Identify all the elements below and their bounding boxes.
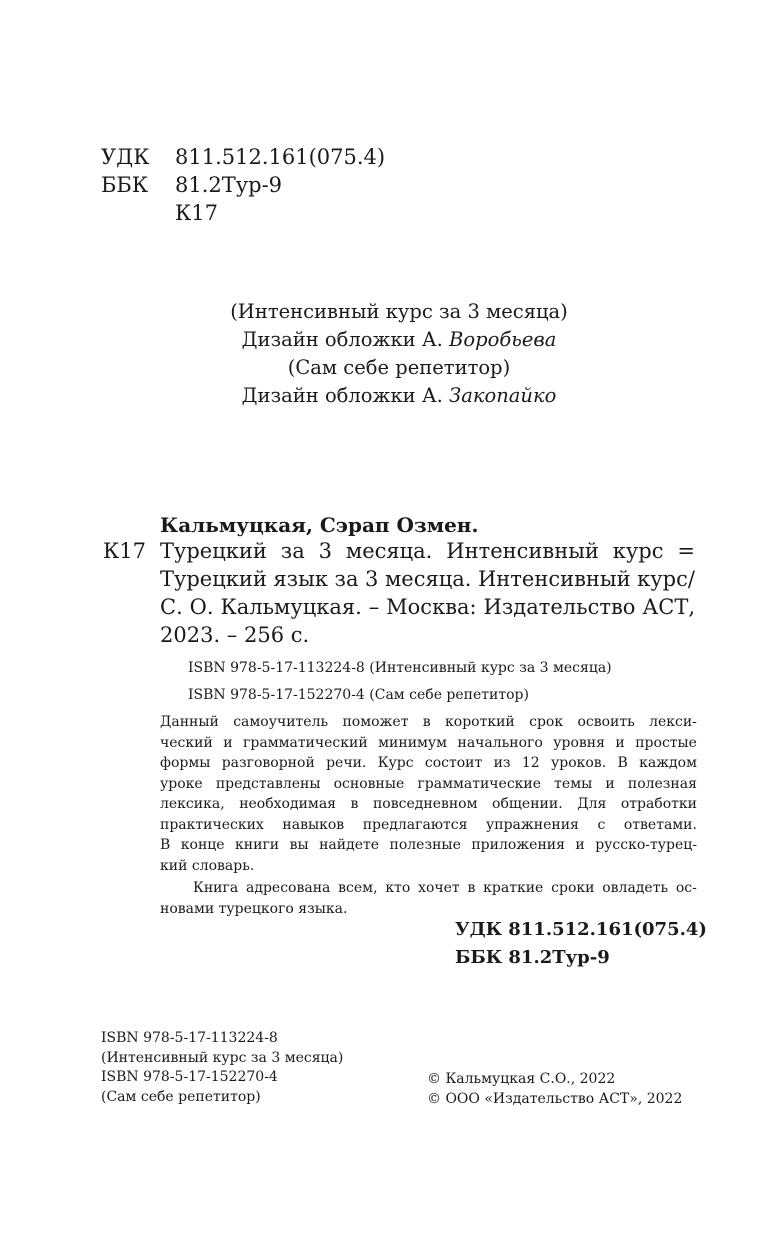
word: из	[493, 755, 511, 771]
word: ос-	[675, 880, 697, 896]
footer-isbn-1-note: (Интенсивный курс за 3 месяца)	[101, 1049, 344, 1066]
word: Кальмуцкая.	[220, 595, 362, 619]
word: грамматические	[417, 775, 542, 792]
footer-isbn-2-note: (Сам себе репетитор)	[101, 1088, 261, 1105]
word: В	[160, 837, 171, 853]
word: книги	[235, 837, 280, 853]
word: полезные	[389, 837, 461, 853]
word: О.	[189, 595, 214, 619]
footer-isbn-2: ISBN 978-5-17-152270-4	[101, 1069, 278, 1085]
word: лексика,	[160, 796, 225, 812]
word: упражнения	[486, 816, 579, 833]
word: самоучитель	[233, 714, 329, 730]
classification-block	[101, 143, 385, 227]
word: с	[597, 816, 606, 833]
word: лекси-	[649, 714, 697, 730]
annotation-paragraph-2	[160, 878, 697, 919]
word: за	[280, 539, 305, 563]
word: общении.	[492, 796, 563, 812]
designer-2-name: Закопайко	[449, 384, 557, 407]
author-mark-row	[101, 199, 385, 227]
word: Данный	[160, 714, 219, 730]
udk-code: УДК 811.512.161(075.4)	[455, 919, 707, 940]
word: в	[350, 796, 359, 812]
bbk-code: ББК 81.2Тур-9	[455, 947, 610, 968]
word: навыков	[282, 816, 345, 833]
designer-2	[0, 382, 768, 410]
word: Турецкий	[160, 567, 267, 591]
edition-2: (Сам себе репетитор)	[287, 356, 511, 379]
copyright-2: © ООО «Издательство АСТ», 2022	[427, 1090, 683, 1107]
designer-1-name: Воробьева	[449, 328, 557, 351]
word: Издательство	[483, 595, 636, 619]
record-isbn-2: ISBN 978-5-17-152270-4 (Сам себе репетитор)	[188, 687, 529, 703]
word: конце	[180, 837, 225, 853]
word: язык	[273, 567, 328, 591]
word: приложения	[471, 837, 565, 853]
word: найдете	[319, 837, 380, 853]
word: простые	[635, 734, 697, 751]
word: 12	[521, 755, 540, 771]
word: кий словарь.	[160, 857, 255, 874]
word: в	[422, 714, 431, 730]
word: Турецкий	[160, 539, 267, 563]
word: Москва:	[386, 595, 477, 619]
word: необходимая	[239, 796, 337, 812]
copyright-1: © Кальмуцкая С.О., 2022	[427, 1071, 616, 1087]
bbk-value: 81.2Тур-9	[175, 173, 283, 197]
word: Курс	[377, 755, 414, 771]
word: и	[605, 775, 615, 792]
word: основные	[333, 775, 405, 792]
word: 3	[365, 567, 379, 591]
word: кто	[385, 880, 411, 896]
word: всем,	[338, 880, 378, 896]
text-line	[160, 565, 695, 593]
word: =	[677, 539, 695, 563]
word: предлагаются	[362, 816, 468, 833]
word: хочет	[418, 880, 460, 896]
word: курс	[612, 539, 664, 563]
annotation	[160, 712, 697, 919]
word: месяца.	[345, 539, 433, 563]
text-line	[160, 856, 697, 877]
designer-2-prefix: Дизайн обложки А.	[241, 384, 443, 407]
word: –	[368, 595, 380, 619]
text-line	[160, 712, 697, 733]
word: адресована	[245, 880, 331, 896]
text-line	[160, 794, 697, 815]
word: и	[223, 734, 233, 751]
designer-1	[0, 326, 768, 354]
author-mark: К17	[175, 201, 218, 225]
word: Для	[577, 796, 607, 812]
word: повседневном	[372, 796, 478, 812]
word: Интенсивный	[446, 539, 599, 563]
word: минимум	[378, 734, 448, 751]
word: поможет	[342, 714, 409, 730]
word: месяца.	[384, 567, 472, 591]
word: освоить	[577, 714, 635, 730]
bbk-row	[101, 171, 385, 199]
word: и	[615, 734, 625, 751]
annotation-paragraph-1	[160, 712, 697, 876]
word: за	[334, 567, 359, 591]
word: грамматический	[243, 734, 368, 751]
record-title	[160, 537, 695, 649]
record-author-mark: К17	[103, 539, 146, 563]
text-line	[160, 774, 697, 795]
text-line	[160, 537, 695, 565]
word: В	[617, 755, 628, 771]
word: формы	[160, 755, 211, 771]
udk-row	[101, 143, 385, 171]
word: овладеть	[602, 880, 669, 896]
word: состоит	[424, 755, 483, 771]
word: русско-турец-	[595, 837, 697, 853]
word: представлены	[215, 775, 321, 792]
word: С.	[160, 595, 183, 619]
copyright-block	[427, 1070, 682, 1109]
word: и	[575, 837, 585, 853]
word: сроки	[551, 880, 595, 896]
word: практических	[160, 816, 264, 833]
word: новами турецкого языка.	[160, 900, 348, 917]
word: АСТ,	[642, 595, 695, 619]
record-isbn-1: ISBN 978-5-17-113224-8 (Интенсивный курс за 3 месяца)	[188, 660, 612, 676]
word: 2023. – 256 с.	[160, 623, 310, 647]
word: 3	[318, 539, 332, 563]
text-line	[160, 621, 695, 649]
text-line	[160, 815, 697, 836]
word: вы	[289, 837, 309, 853]
footer-isbn-block	[101, 1029, 343, 1107]
word: Книга	[193, 880, 239, 896]
word: темы	[554, 775, 593, 792]
udk-bbk-block	[455, 916, 707, 972]
record-authors: Кальмуцкая, Сэрап Озмен.	[160, 513, 479, 537]
word: ответами.	[623, 816, 697, 833]
udk-value: 811.512.161(075.4)	[175, 145, 386, 169]
text-line	[160, 733, 697, 754]
word: речи.	[326, 755, 367, 771]
word: ческий	[160, 734, 213, 751]
word: уроков.	[551, 755, 607, 771]
text-line	[160, 835, 697, 856]
footer-isbn-1: ISBN 978-5-17-113224-8	[101, 1030, 278, 1046]
word: уроке	[160, 775, 203, 792]
word: Интенсивный	[477, 567, 631, 591]
word: курс/	[637, 567, 695, 591]
word: начального	[457, 734, 543, 751]
credits-block	[0, 298, 768, 410]
word: срок	[529, 714, 564, 730]
word: короткий	[445, 714, 515, 730]
text-line	[160, 753, 697, 774]
edition-1: (Интенсивный курс за 3 месяца)	[230, 300, 568, 323]
word: разговорной	[221, 755, 315, 771]
udk-label: УДК	[101, 145, 150, 169]
word: отработки	[620, 796, 697, 812]
word: полезная	[627, 775, 697, 792]
word: каждом	[639, 755, 697, 771]
designer-1-prefix: Дизайн обложки А.	[241, 328, 443, 351]
bbk-label: ББК	[101, 173, 149, 197]
word: краткие	[483, 880, 544, 896]
text-line	[160, 878, 697, 899]
text-line	[160, 593, 695, 621]
word: в	[467, 880, 476, 896]
word: уровня	[553, 734, 605, 751]
